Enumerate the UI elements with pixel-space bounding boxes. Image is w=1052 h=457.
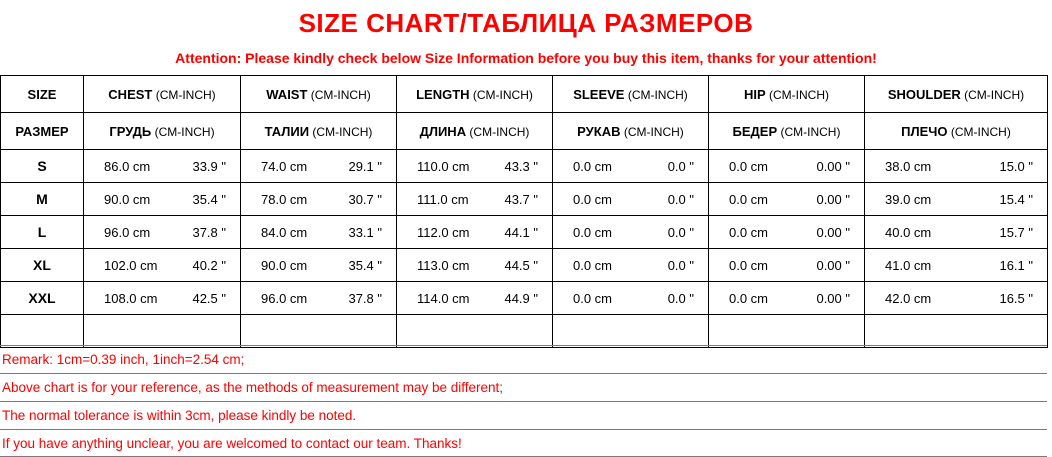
measurement-cell bbox=[709, 183, 865, 216]
measurement-cell bbox=[397, 249, 553, 282]
remark-tolerance: The normal tolerance is within 3cm, please kindly be noted. bbox=[0, 401, 1047, 429]
measurement-cell bbox=[84, 216, 241, 249]
table-row bbox=[1, 249, 1048, 282]
column-header bbox=[241, 76, 397, 113]
column-header-unit: (CM-INCH) bbox=[624, 87, 688, 102]
column-header bbox=[84, 76, 241, 113]
column-header-label: WAIST bbox=[266, 86, 308, 102]
column-header-label: LENGTH bbox=[416, 86, 470, 102]
measurement-cell bbox=[397, 150, 553, 183]
value-inch: 33.9 " bbox=[192, 158, 226, 174]
value-inch: 15.7 " bbox=[999, 224, 1033, 240]
remark-conversion: Remark: 1cm=0.39 inch, 1inch=2.54 cm; bbox=[0, 345, 1047, 373]
measurement-cell bbox=[553, 249, 709, 282]
measurement-cell bbox=[241, 183, 397, 216]
column-header-unit: (CM-INCH) bbox=[151, 124, 215, 139]
value-cm: 102.0 cm bbox=[104, 257, 158, 273]
column-header-unit: (CM-INCH) bbox=[620, 124, 684, 139]
value-inch: 35.4 " bbox=[348, 257, 382, 273]
size-label: XL bbox=[1, 249, 84, 282]
measurement-cell bbox=[397, 183, 553, 216]
column-header-unit: (CM-INCH) bbox=[152, 87, 216, 102]
page-title: SIZE CHART/ТАБЛИЦА РАЗМЕРОВ bbox=[298, 8, 754, 38]
column-header-label: SHOULDER bbox=[887, 86, 961, 102]
value-cm: 110.0 cm bbox=[417, 158, 470, 174]
measurement-cell bbox=[84, 150, 241, 183]
measurement-cell bbox=[709, 282, 865, 315]
empty-cell bbox=[397, 315, 553, 348]
column-header bbox=[553, 113, 709, 150]
column-header-unit: (CM-INCH) bbox=[307, 87, 371, 102]
table-row bbox=[1, 150, 1048, 183]
table-row bbox=[1, 216, 1048, 249]
value-inch: 44.9 " bbox=[504, 290, 538, 306]
value-inch: 43.7 " bbox=[504, 191, 538, 207]
measurement-cell bbox=[84, 249, 241, 282]
value-inch: 42.5 " bbox=[192, 290, 226, 306]
column-header bbox=[241, 113, 397, 150]
value-cm: 0.0 cm bbox=[729, 257, 769, 273]
measurement-cell bbox=[553, 183, 709, 216]
value-cm: 40.0 cm bbox=[885, 224, 932, 240]
column-header bbox=[865, 76, 1048, 113]
value-inch: 0.0 " bbox=[667, 158, 694, 174]
column-header-label: CHEST bbox=[108, 86, 153, 102]
value-inch: 29.1 " bbox=[348, 158, 382, 174]
empty-cell bbox=[553, 315, 709, 348]
column-header bbox=[84, 113, 241, 150]
column-header-label: ГРУДЬ bbox=[109, 123, 152, 139]
size-label: XXL bbox=[1, 282, 84, 315]
remark-contact: If you have anything unclear, you are welcomed to contact our team. Thanks! bbox=[0, 429, 1047, 457]
value-cm: 113.0 cm bbox=[417, 257, 470, 273]
column-header-unit: (CM-INCH) bbox=[765, 87, 829, 102]
header-row-english bbox=[1, 76, 1048, 113]
value-cm: 39.0 cm bbox=[885, 191, 932, 207]
value-inch: 15.4 " bbox=[999, 191, 1033, 207]
value-inch: 37.8 " bbox=[348, 290, 382, 306]
measurement-cell bbox=[709, 216, 865, 249]
value-inch: 0.0 " bbox=[667, 290, 694, 306]
measurement-cell bbox=[84, 282, 241, 315]
value-cm: 112.0 cm bbox=[417, 224, 470, 240]
value-cm: 38.0 cm bbox=[885, 158, 932, 174]
value-cm: 41.0 cm bbox=[885, 257, 932, 273]
column-header bbox=[865, 113, 1048, 150]
column-header-label: ТАЛИИ bbox=[264, 123, 310, 139]
column-header bbox=[1, 113, 84, 150]
value-cm: 108.0 cm bbox=[104, 290, 158, 306]
measurement-cell bbox=[865, 150, 1048, 183]
value-cm: 0.0 cm bbox=[729, 290, 769, 306]
value-inch: 0.00 " bbox=[816, 191, 850, 207]
value-cm: 42.0 cm bbox=[885, 290, 932, 306]
value-cm: 90.0 cm bbox=[261, 257, 308, 273]
attention-note: Attention: Please kindly check below Size Information before you buy this item, thanks for your attention! bbox=[175, 50, 877, 66]
measurement-cell bbox=[241, 249, 397, 282]
column-header bbox=[709, 76, 865, 113]
empty-cell bbox=[1, 315, 84, 348]
value-inch: 16.5 " bbox=[999, 290, 1033, 306]
measurement-cell bbox=[241, 216, 397, 249]
size-label: M bbox=[1, 183, 84, 216]
remarks-section bbox=[0, 345, 1047, 457]
value-inch: 33.1 " bbox=[348, 224, 382, 240]
column-header-label: ДЛИНА bbox=[419, 123, 467, 139]
empty-cell bbox=[241, 315, 397, 348]
column-header-label: HIP bbox=[744, 86, 766, 102]
column-header-unit: (CM-INCH) bbox=[309, 124, 373, 139]
value-inch: 44.1 " bbox=[504, 224, 538, 240]
value-cm: 96.0 cm bbox=[261, 290, 308, 306]
measurement-cell bbox=[553, 150, 709, 183]
value-cm: 96.0 cm bbox=[104, 224, 151, 240]
measurement-cell bbox=[84, 183, 241, 216]
measurement-cell bbox=[241, 150, 397, 183]
value-inch: 0.0 " bbox=[667, 191, 694, 207]
column-header-unit: (CM-INCH) bbox=[469, 87, 533, 102]
empty-row bbox=[1, 315, 1048, 348]
value-cm: 78.0 cm bbox=[261, 191, 308, 207]
value-cm: 114.0 cm bbox=[417, 290, 470, 306]
value-inch: 15.0 " bbox=[999, 158, 1033, 174]
value-cm: 111.0 cm bbox=[417, 191, 469, 207]
column-header bbox=[397, 76, 553, 113]
measurement-cell bbox=[553, 282, 709, 315]
value-inch: 40.2 " bbox=[192, 257, 226, 273]
measurement-cell bbox=[865, 249, 1048, 282]
measurement-cell bbox=[865, 183, 1048, 216]
value-inch: 16.1 " bbox=[999, 257, 1033, 273]
table-row bbox=[1, 282, 1048, 315]
header-row-russian bbox=[1, 113, 1048, 150]
measurement-cell bbox=[865, 282, 1048, 315]
value-inch: 0.0 " bbox=[667, 257, 694, 273]
value-inch: 0.0 " bbox=[667, 224, 694, 240]
value-inch: 0.00 " bbox=[816, 257, 850, 273]
column-header-label: РУКАВ bbox=[577, 123, 621, 139]
empty-cell bbox=[84, 315, 241, 348]
measurement-cell bbox=[709, 150, 865, 183]
column-header-label: ПЛЕЧО bbox=[901, 123, 948, 139]
size-label: L bbox=[1, 216, 84, 249]
column-header bbox=[709, 113, 865, 150]
value-inch: 43.3 " bbox=[504, 158, 538, 174]
value-cm: 84.0 cm bbox=[261, 224, 308, 240]
measurement-cell bbox=[865, 216, 1048, 249]
measurement-cell bbox=[397, 282, 553, 315]
value-cm: 0.0 cm bbox=[573, 257, 613, 273]
value-cm: 86.0 cm bbox=[104, 158, 151, 174]
value-inch: 37.8 " bbox=[192, 224, 226, 240]
column-header-label: РАЗМЕР bbox=[15, 123, 69, 139]
empty-cell bbox=[709, 315, 865, 348]
size-label: S bbox=[1, 150, 84, 183]
column-header bbox=[1, 76, 84, 113]
column-header-unit: (CM-INCH) bbox=[777, 124, 841, 139]
value-cm: 0.0 cm bbox=[729, 224, 769, 240]
column-header-label: SIZE bbox=[27, 86, 57, 102]
value-inch: 0.00 " bbox=[816, 290, 850, 306]
value-cm: 90.0 cm bbox=[104, 191, 151, 207]
value-cm: 0.0 cm bbox=[573, 191, 613, 207]
column-header-unit: (CM-INCH) bbox=[466, 124, 530, 139]
value-inch: 44.5 " bbox=[504, 257, 538, 273]
column-header bbox=[553, 76, 709, 113]
value-cm: 0.0 cm bbox=[573, 224, 613, 240]
size-chart-table bbox=[0, 75, 1048, 348]
measurement-cell bbox=[241, 282, 397, 315]
column-header-label: SLEEVE bbox=[573, 86, 625, 102]
table-row bbox=[1, 183, 1048, 216]
measurement-cell bbox=[553, 216, 709, 249]
remark-reference: Above chart is for your reference, as the methods of measurement may be different; bbox=[0, 373, 1047, 401]
column-header-unit: (CM-INCH) bbox=[960, 87, 1025, 102]
value-inch: 35.4 " bbox=[192, 191, 226, 207]
empty-cell bbox=[865, 315, 1048, 348]
column-header bbox=[397, 113, 553, 150]
value-cm: 74.0 cm bbox=[261, 158, 308, 174]
value-inch: 30.7 " bbox=[348, 191, 382, 207]
measurement-cell bbox=[397, 216, 553, 249]
value-cm: 0.0 cm bbox=[729, 158, 769, 174]
measurement-cell bbox=[709, 249, 865, 282]
value-inch: 0.00 " bbox=[816, 224, 850, 240]
column-header-label: БЕДЕР bbox=[732, 123, 778, 139]
value-inch: 0.00 " bbox=[816, 158, 850, 174]
column-header-unit: (CM-INCH) bbox=[947, 124, 1011, 139]
value-cm: 0.0 cm bbox=[573, 158, 613, 174]
value-cm: 0.0 cm bbox=[573, 290, 613, 306]
value-cm: 0.0 cm bbox=[729, 191, 769, 207]
